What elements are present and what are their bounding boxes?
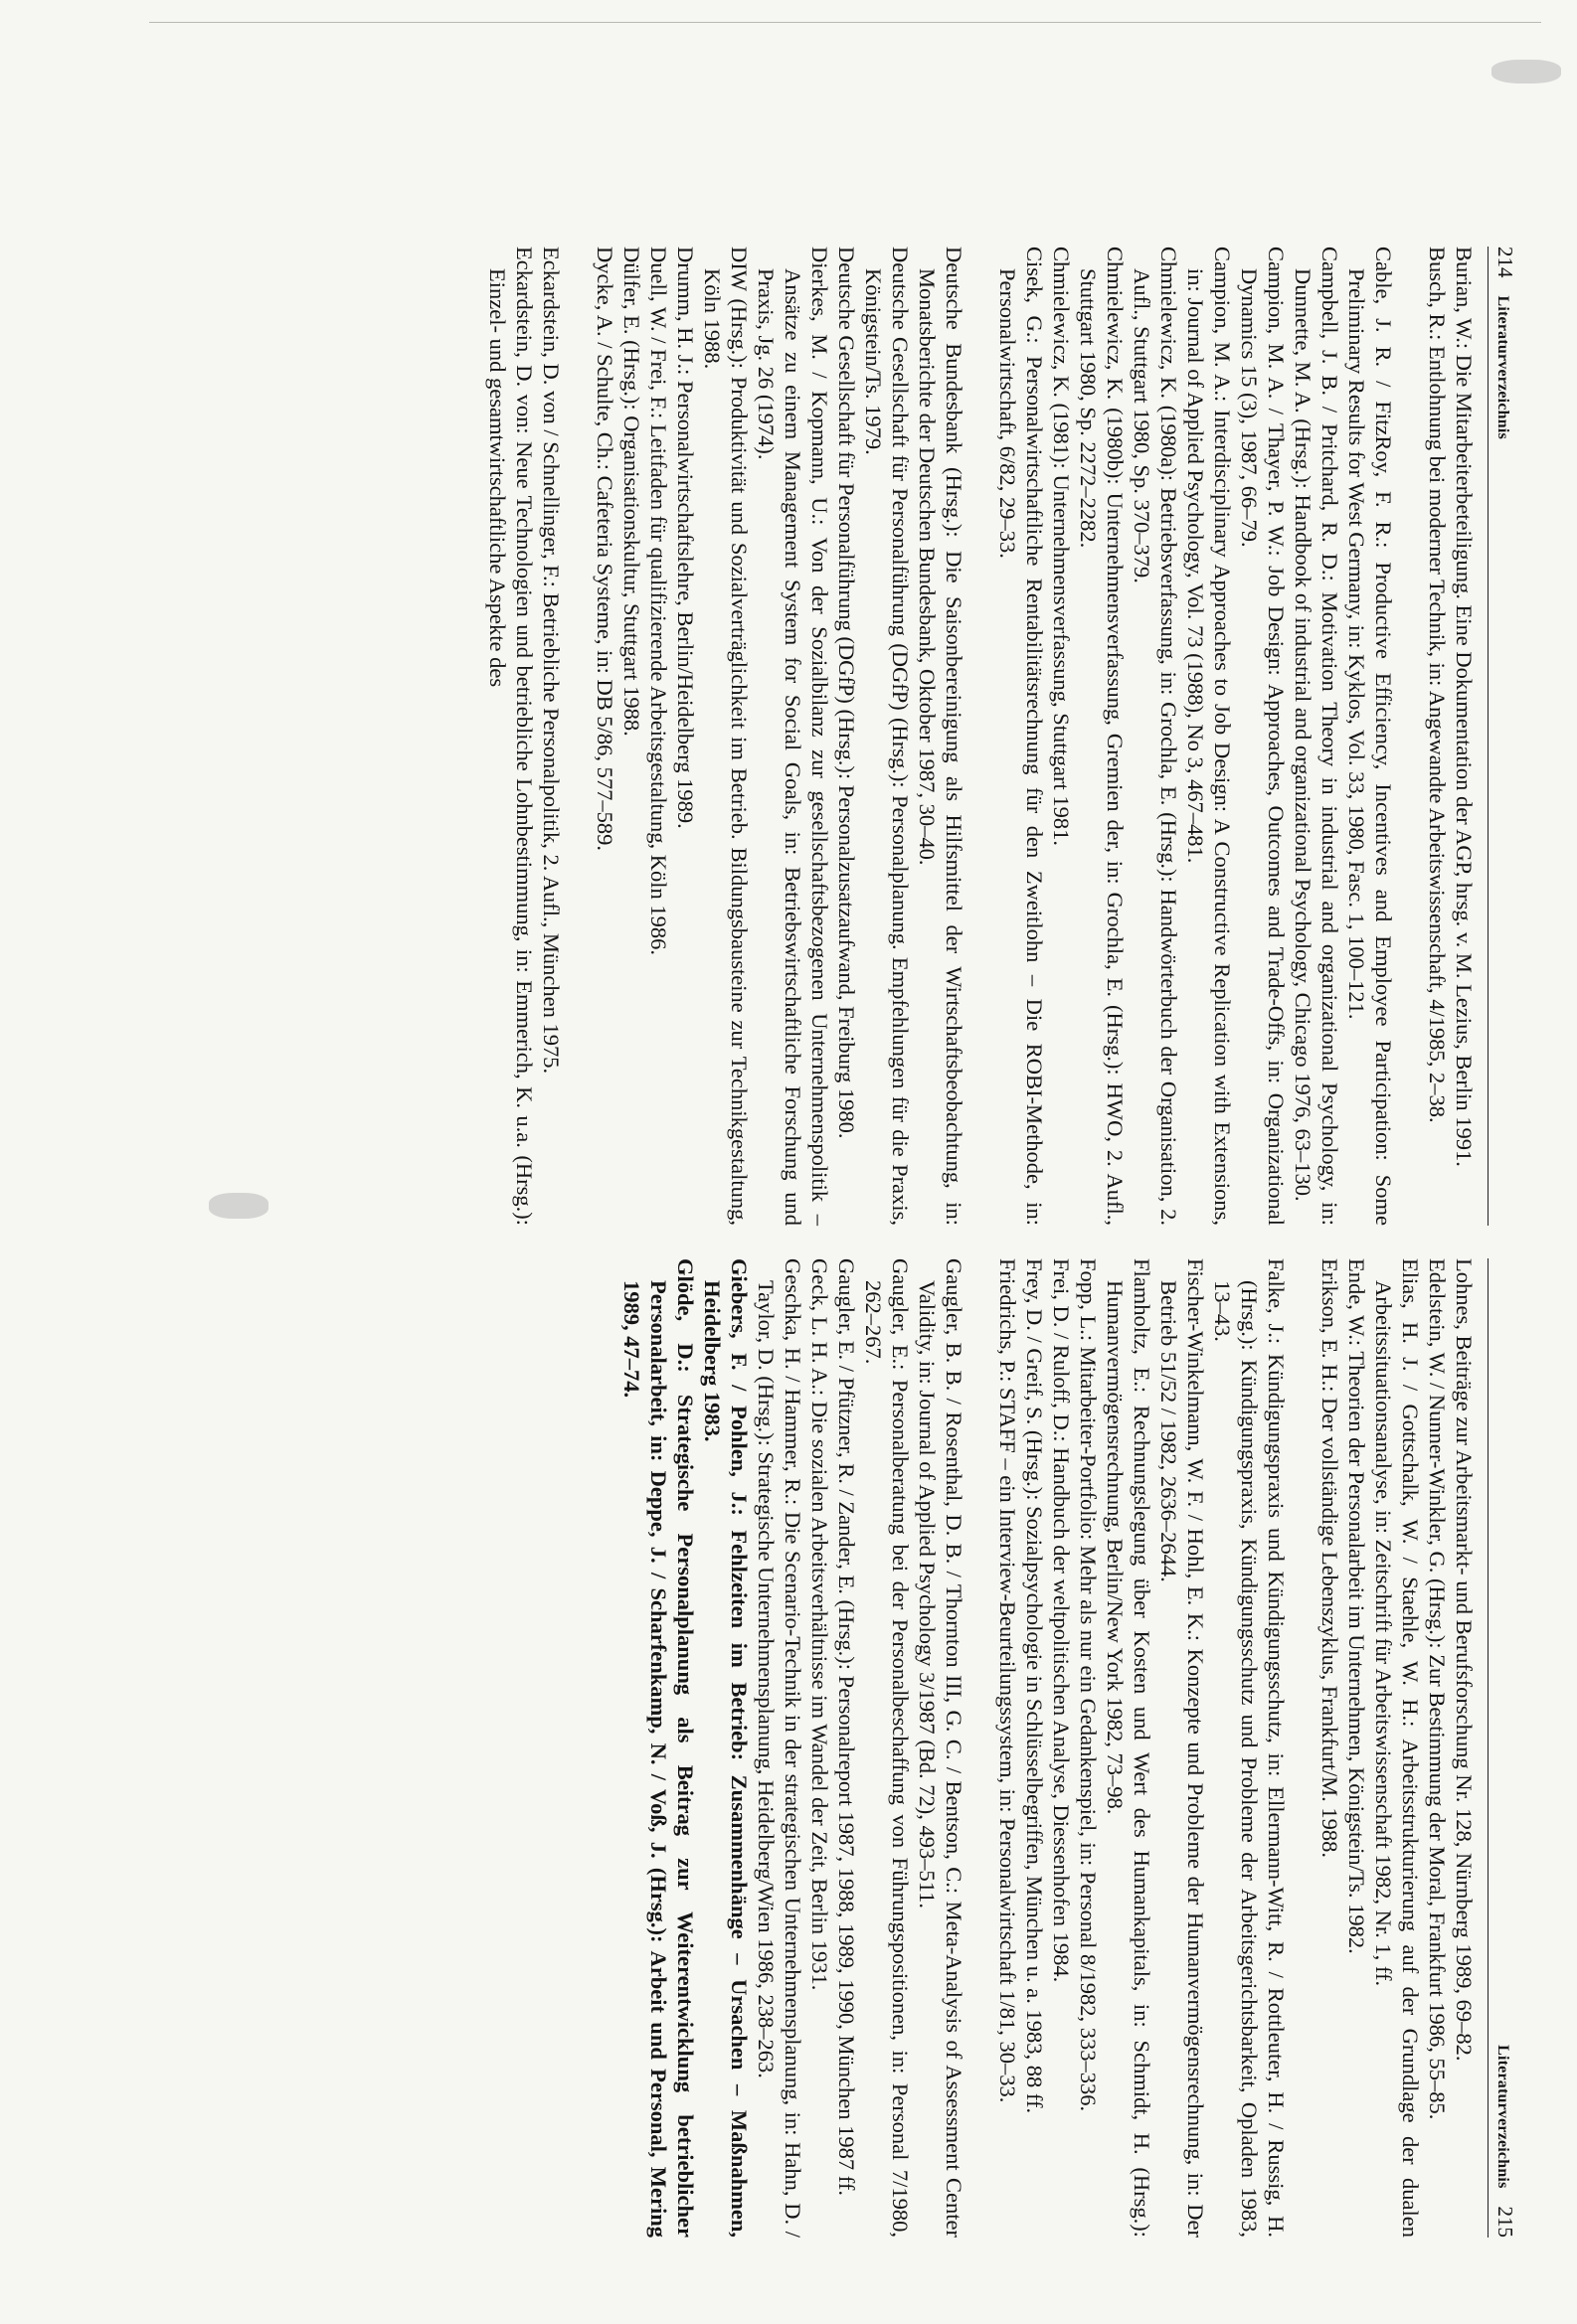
bibliography-entry: Gaugler, E.: Personalberatung bei der Personalbeschaffung von Führungspositionen, in: Personal 7/1980, 262–267. (861, 1258, 913, 2238)
bibliography-entry: Giebers, F. / Pohlen, J.: Fehlzeiten im Betrieb: Zusammenhänge – Ursachen – Maßnahmen, Heidelberg 1983. (700, 1258, 752, 2238)
bibliography-entry: Geck, L. H. A.: Die sozialen Arbeitsverhältnisse im Wandel der Zeit, Berlin 1931. (807, 1258, 832, 1991)
bibliography-entry: Geschka, H. / Hammer, R.: Die Scenario-Technik in der strategischen Unternehmensplanung, in: Hahn, D. / Taylor, D. (Hrsg.): Strategische Unternehmensplanung, Heidelberg/Wien 1986, 238–263. (754, 1258, 805, 2238)
bibliography-entry: Dierkes, M. / Kopmann, U.: Von der Sozialbilanz zur gesellschaftsbezogenen Unternehmenspolitik – Ansätze zu einem Management System for Social Goals, in: Betriebswirtschaftliche Forschung und Praxis, Jg. 26 (1974). (754, 247, 832, 1226)
left-page-header (1488, 247, 1517, 1226)
bibliography-entry: Elias, H. J. / Gottschalk, W. / Staehle, W. H.: Arbeitsstrukturierung auf der Grundlage der dualen Arbeitssituationsanalyse, in: Zeitschrift für Arbeitswissenschaft 1982, Nr. 1, ff. (1371, 1258, 1423, 2238)
bibliography-entry: Campion, M. A.: Interdisciplinary Approaches to Job Design: A Constructive Replication with Extensions, in: Journal of Applied Psychology, Vol. 73 (1988), No 3, 467–481. (1183, 247, 1235, 1226)
page-number: 214 (1493, 247, 1517, 278)
bibliography-entry: Eckardstein, D. von: Neue Technologien und betriebliche Lohnbestimmung, in: Emmerich, K. u.a. (Hrsg.): Einzel- und gesamtwirtschaftliche Aspekte des (485, 247, 537, 1226)
bibliography-entry: Campbell, J. B. / Pritchard, R. D.: Motivation Theory in industrial and organizational Psychology, in: Dunnette, M. A. (Hrsg.): Handbook of industrial and organizational Psychology, Chicago 1976, 63–130. (1291, 247, 1342, 1226)
bibliography-entry: Campion, M. A. / Thayer, P. W.: Job Design: Approaches, Outcomes and Trade-Offs, in: Organizational Dynamics 15 (3), 1987, 66–79. (1237, 247, 1289, 1226)
bibliography-entry: Edelstein, W. / Nunner-Winkler, G. (Hrsg.): Zur Bestimmung der Moral, Frankfurt 1986, 55–85. (1425, 1258, 1450, 2120)
bibliography-entry: Erikson, E. H.: Der vollständige Lebenszyklus, Frankfurt/M. 1988. (1317, 1258, 1342, 1859)
bibliography-entry: Flamholtz, E.: Rechnungslegung über Kosten und Wert des Humankapitals, in: Schmidt, H. (Hrsg.): Humanvermögensrechnung, Berlin/New York 1982, 73–98. (1103, 1258, 1154, 2238)
bibliography-entry: Fopp, L.: Mitarbeiter-Portfolio: Mehr als nur ein Gedankenspiel, in: Personal 8/1982, 333–336. (1076, 1258, 1101, 2112)
bibliography-entry: Gaugler, E. / Pfützner, R. / Zander, E. (Hrsg.): Personalreport 1987, 1988, 1989, 1990, München 1987 ff. (834, 1258, 859, 2196)
bibliography-entry: Chmielewicz, K. (1981): Unternehmensverfassung, Stuttgart 1981. (1049, 247, 1074, 846)
bibliography-entry: Frei, D. / Ruloff, D.: Handbuch der weltpolitischen Analyse, Diessenhofen 1984. (1049, 1258, 1074, 1983)
bibliography-entry: Cable, J. R. / FitzRoy, F. R.: Productive Efficiency, Incentives and Employee Participation: Some Preliminary Results for West Germany, in: Kyklos, Vol. 33, 1980, Fasc. 1, 100–121. (1344, 247, 1396, 1226)
running-head: Literaturverzeichnis (1494, 295, 1511, 439)
right-page-header (1488, 1258, 1517, 2238)
bibliography-entry: Frey, D. / Greif, S. (Hrsg.): Sozialpsychologie in Schlüsselbegriffen, München u. a. 1983, 88 ff. (1022, 1258, 1047, 2114)
bibliography-entry: Deutsche Bundesbank (Hrsg.): Die Saisonbereinigung als Hilfsmittel der Wirtschaftsbeobachtung, in: Monatsberichte der Deutschen Bundesbank, Oktober 1987, 30–40. (915, 247, 966, 1226)
bibliography-entry: Drumm, H. J.: Personalwirtschaftslehre, Berlin/Heidelberg 1989. (673, 247, 698, 829)
running-head: Literaturverzeichnis (1494, 2045, 1511, 2189)
right-page (36, 1258, 1517, 2238)
page-number: 215 (1493, 2206, 1517, 2238)
left-page (36, 247, 1517, 1226)
bibliography-entry: Burian, W.: Die Mitarbeiterbeteiligung. Eine Dokumentation der AGP, hrsg. v. M. Lezius, Berlin 1991. (1452, 247, 1477, 1167)
bibliography-entry: Duell, W. / Frei, F.: Leitfaden für qualifizierende Arbeitsgestaltung, Köln 1986. (646, 247, 671, 956)
bibliography-entry: Chmielewicz, K. (1980a): Betriebsverfassung, in: Grochla, E. (Hrsg.): Handwörterbuch der Organisation, 2. Aufl., Stuttgart 1980, Sp. 370–379. (1130, 247, 1181, 1226)
bibliography-entry: Chmielewicz, K. (1980b): Unternehmensverfassung, Gremien der, in: Grochla, E. (Hrsg.): HWO, 2. Aufl., Stuttgart 1980, Sp. 2272–2282. (1076, 247, 1128, 1226)
bibliography-entry: Fischer-Winkelmann, W. F. / Hohl, E. K.: Konzepte und Probleme der Humanvermögensrechnung, in: Der Betrieb 51/52 / 1982, 2636–2644. (1156, 1258, 1208, 2238)
bibliography-entry: Glöde, D.: Strategische Personalplanung als Beitrag zur Weiterentwicklung betrieblicher Personalarbeit, in: Deppe, J. / Scharfenkamp, N. / Voß, J. (Hrsg.): Arbeit und Personal, Mering 1989, 47–74. (619, 1258, 698, 2238)
bibliography-entry: Deutsche Gesellschaft für Personalführung (DGfP) (Hrsg.): Personalzusatzaufwand, Freiburg 1980. (834, 247, 859, 1139)
bibliography-entry: Eckardstein, D. von / Schnellinger, F.: Betriebliche Personalpolitik, 2. Aufl., München 1975. (539, 247, 564, 1075)
bibliography-entry: Dülfer, E. (Hrsg.): Organisationskultur, Stuttgart 1988. (619, 247, 644, 737)
bibliography-entry: Lohnes, Beiträge zur Arbeitsmarkt- und Berufsforschung Nr. 128, Nürnberg 1989, 69–82. (1452, 1258, 1477, 2062)
bibliography-entry: Busch, R.: Entlohnung bei moderner Technik, in: Angewandte Arbeitswissenschaft, 4/1985, 2–38. (1425, 247, 1450, 1123)
bibliography-entry: Dycke, A. / Schulte, Ch.: Cafeteria Systeme, in: DB 5/86, 577–589. (593, 247, 617, 852)
bibliography-entry: Gaugler, B. B. / Rosenthal, D. B. / Thornton III, G. C. / Bentson, C.: Meta-Analysis of Assessment Center Validity, in: Journal of Applied Psychology 3/1987 (Bd. 72), 493–511. (915, 1258, 966, 2238)
bibliography-entry: DIW (Hrsg.): Produktivität und Sozialverträglichkeit im Betrieb. Bildungsbausteine zur Technikgestaltung, Köln 1988. (700, 247, 752, 1226)
bibliography-entry: Deutsche Gesellschaft für Personalführung (DGfP) (Hrsg.): Personalplanung. Empfehlungen für die Praxis, Königstein/Ts. 1979. (861, 247, 913, 1226)
bibliography-entry: Cisek, G.: Personalwirtschaftliche Rentabilitätsrechnung für den Zweitlohn – Die ROBI-Methode, in: Personalwirtschaft, 6/82, 29–33. (995, 247, 1047, 1226)
bibliography-entry: Ende, W.: Theorien der Personalarbeit im Unternehmen, Königstein/Ts. 1982. (1344, 1258, 1369, 1954)
bibliography-entry: Friedrichs, P.: STAFF – ein Interview-Beurteilungssystem, in: Personalwirtschaft 1/81, 30–33. (995, 1258, 1020, 2103)
bibliography-entry: Falke, J.: Kündigungspraxis und Kündigungsschutz, in: Ellermann-Witt, R. / Rottleuter, H. / Russig, H. (Hrsg.): Kündigungspraxis, Kündigungsschutz und Probleme der Arbeitsgerichtsbarkeit, Opladen 1983, 13–43. (1210, 1258, 1289, 2238)
